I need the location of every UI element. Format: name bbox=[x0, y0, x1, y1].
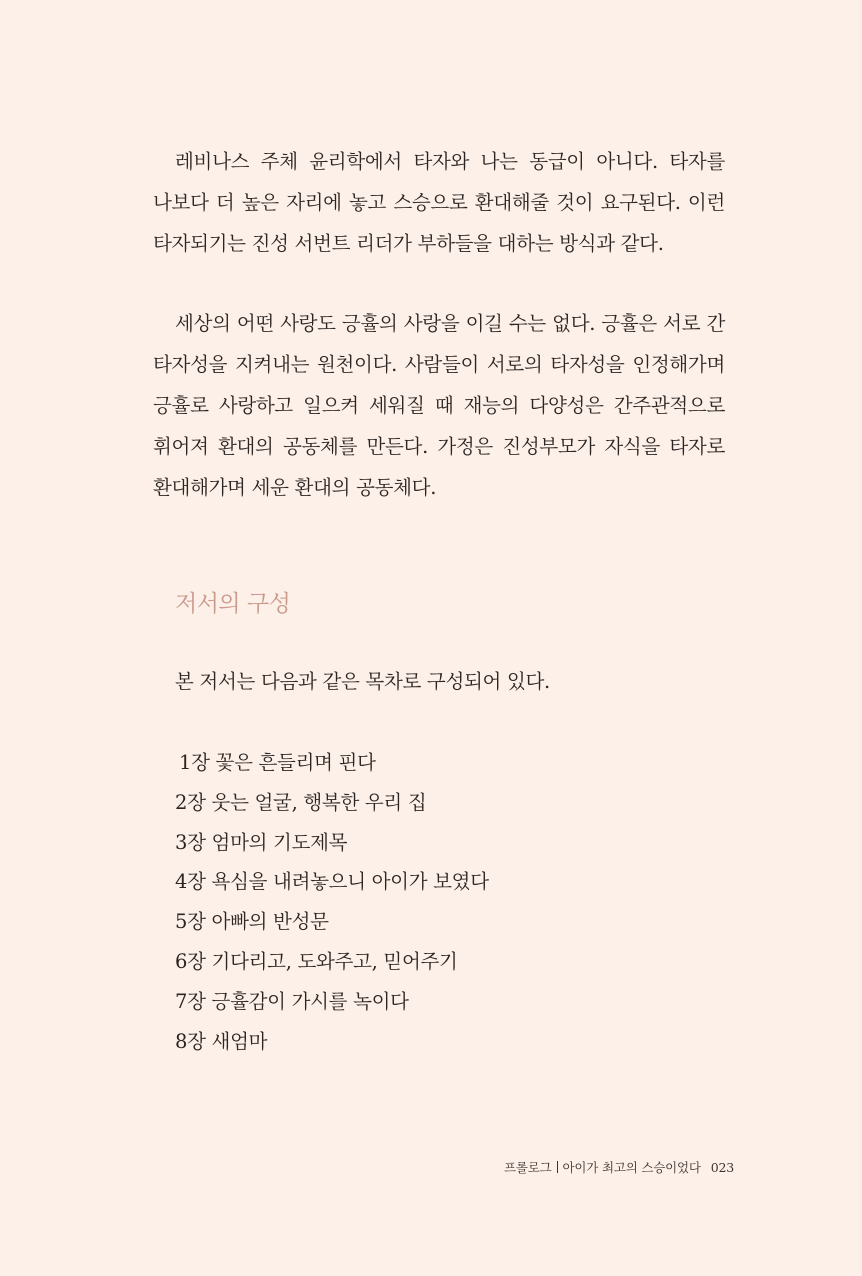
footer-separator bbox=[557, 1161, 558, 1173]
page-number: 023 bbox=[710, 1160, 734, 1175]
section-intro: 본 저서는 다음과 같은 목차로 구성되어 있다. bbox=[175, 670, 550, 693]
toc-item-2: 2장 웃는 얼굴, 행복한 우리 집 bbox=[175, 790, 427, 814]
toc-item-5: 5장 아빠의 반성문 bbox=[175, 910, 329, 934]
toc-item-4: 4장 욕심을 내려놓으니 아이가 보였다 bbox=[175, 870, 489, 894]
body-paragraph-2: 세상의 어떤 사랑도 긍휼의 사랑을 이길 수는 없다. 긍휼은 서로 간 타자성을 지켜내는 원천이다. 사람들이 서로의 타자성을 인정해가며 긍휼로 사랑하고 일으켜 세워질 때 재능의 다양성은 간주관적으로 휘어져 환대의 공동체를 만든다. 가정은 진성부모가 자식을 타자로 환대해가며 세운 환대의 공동체다. bbox=[153, 312, 725, 499]
running-footer bbox=[504, 1158, 734, 1176]
toc-item-1: 1장 꽃은 흔들리며 핀다 bbox=[179, 751, 376, 774]
toc-item-6: 6장 기다리고, 도와주고, 믿어주기 bbox=[175, 949, 458, 973]
body-paragraph-1: 레비나스 주체 윤리학에서 타자와 나는 동급이 아니다. 타자를 나보다 더 높은 자리에 놓고 스승으로 환대해줄 것이 요구된다. 이런 타자되기는 진성 서번트 리더가 부하들을 대하는 방식과 같다. bbox=[153, 150, 725, 255]
toc-item-8: 8장 새엄마 bbox=[175, 1029, 268, 1053]
section-title: 저서의 구성 bbox=[175, 591, 291, 617]
footer-book-title: 아이가 최고의 스승이었다 bbox=[562, 1160, 701, 1175]
toc-item-3: 3장 엄마의 기도제목 bbox=[175, 830, 348, 854]
table-of-contents bbox=[175, 743, 489, 1061]
footer-chapter: 프롤로그 bbox=[504, 1160, 552, 1175]
toc-item-7: 7장 긍휼감이 가시를 녹이다 bbox=[175, 989, 409, 1013]
